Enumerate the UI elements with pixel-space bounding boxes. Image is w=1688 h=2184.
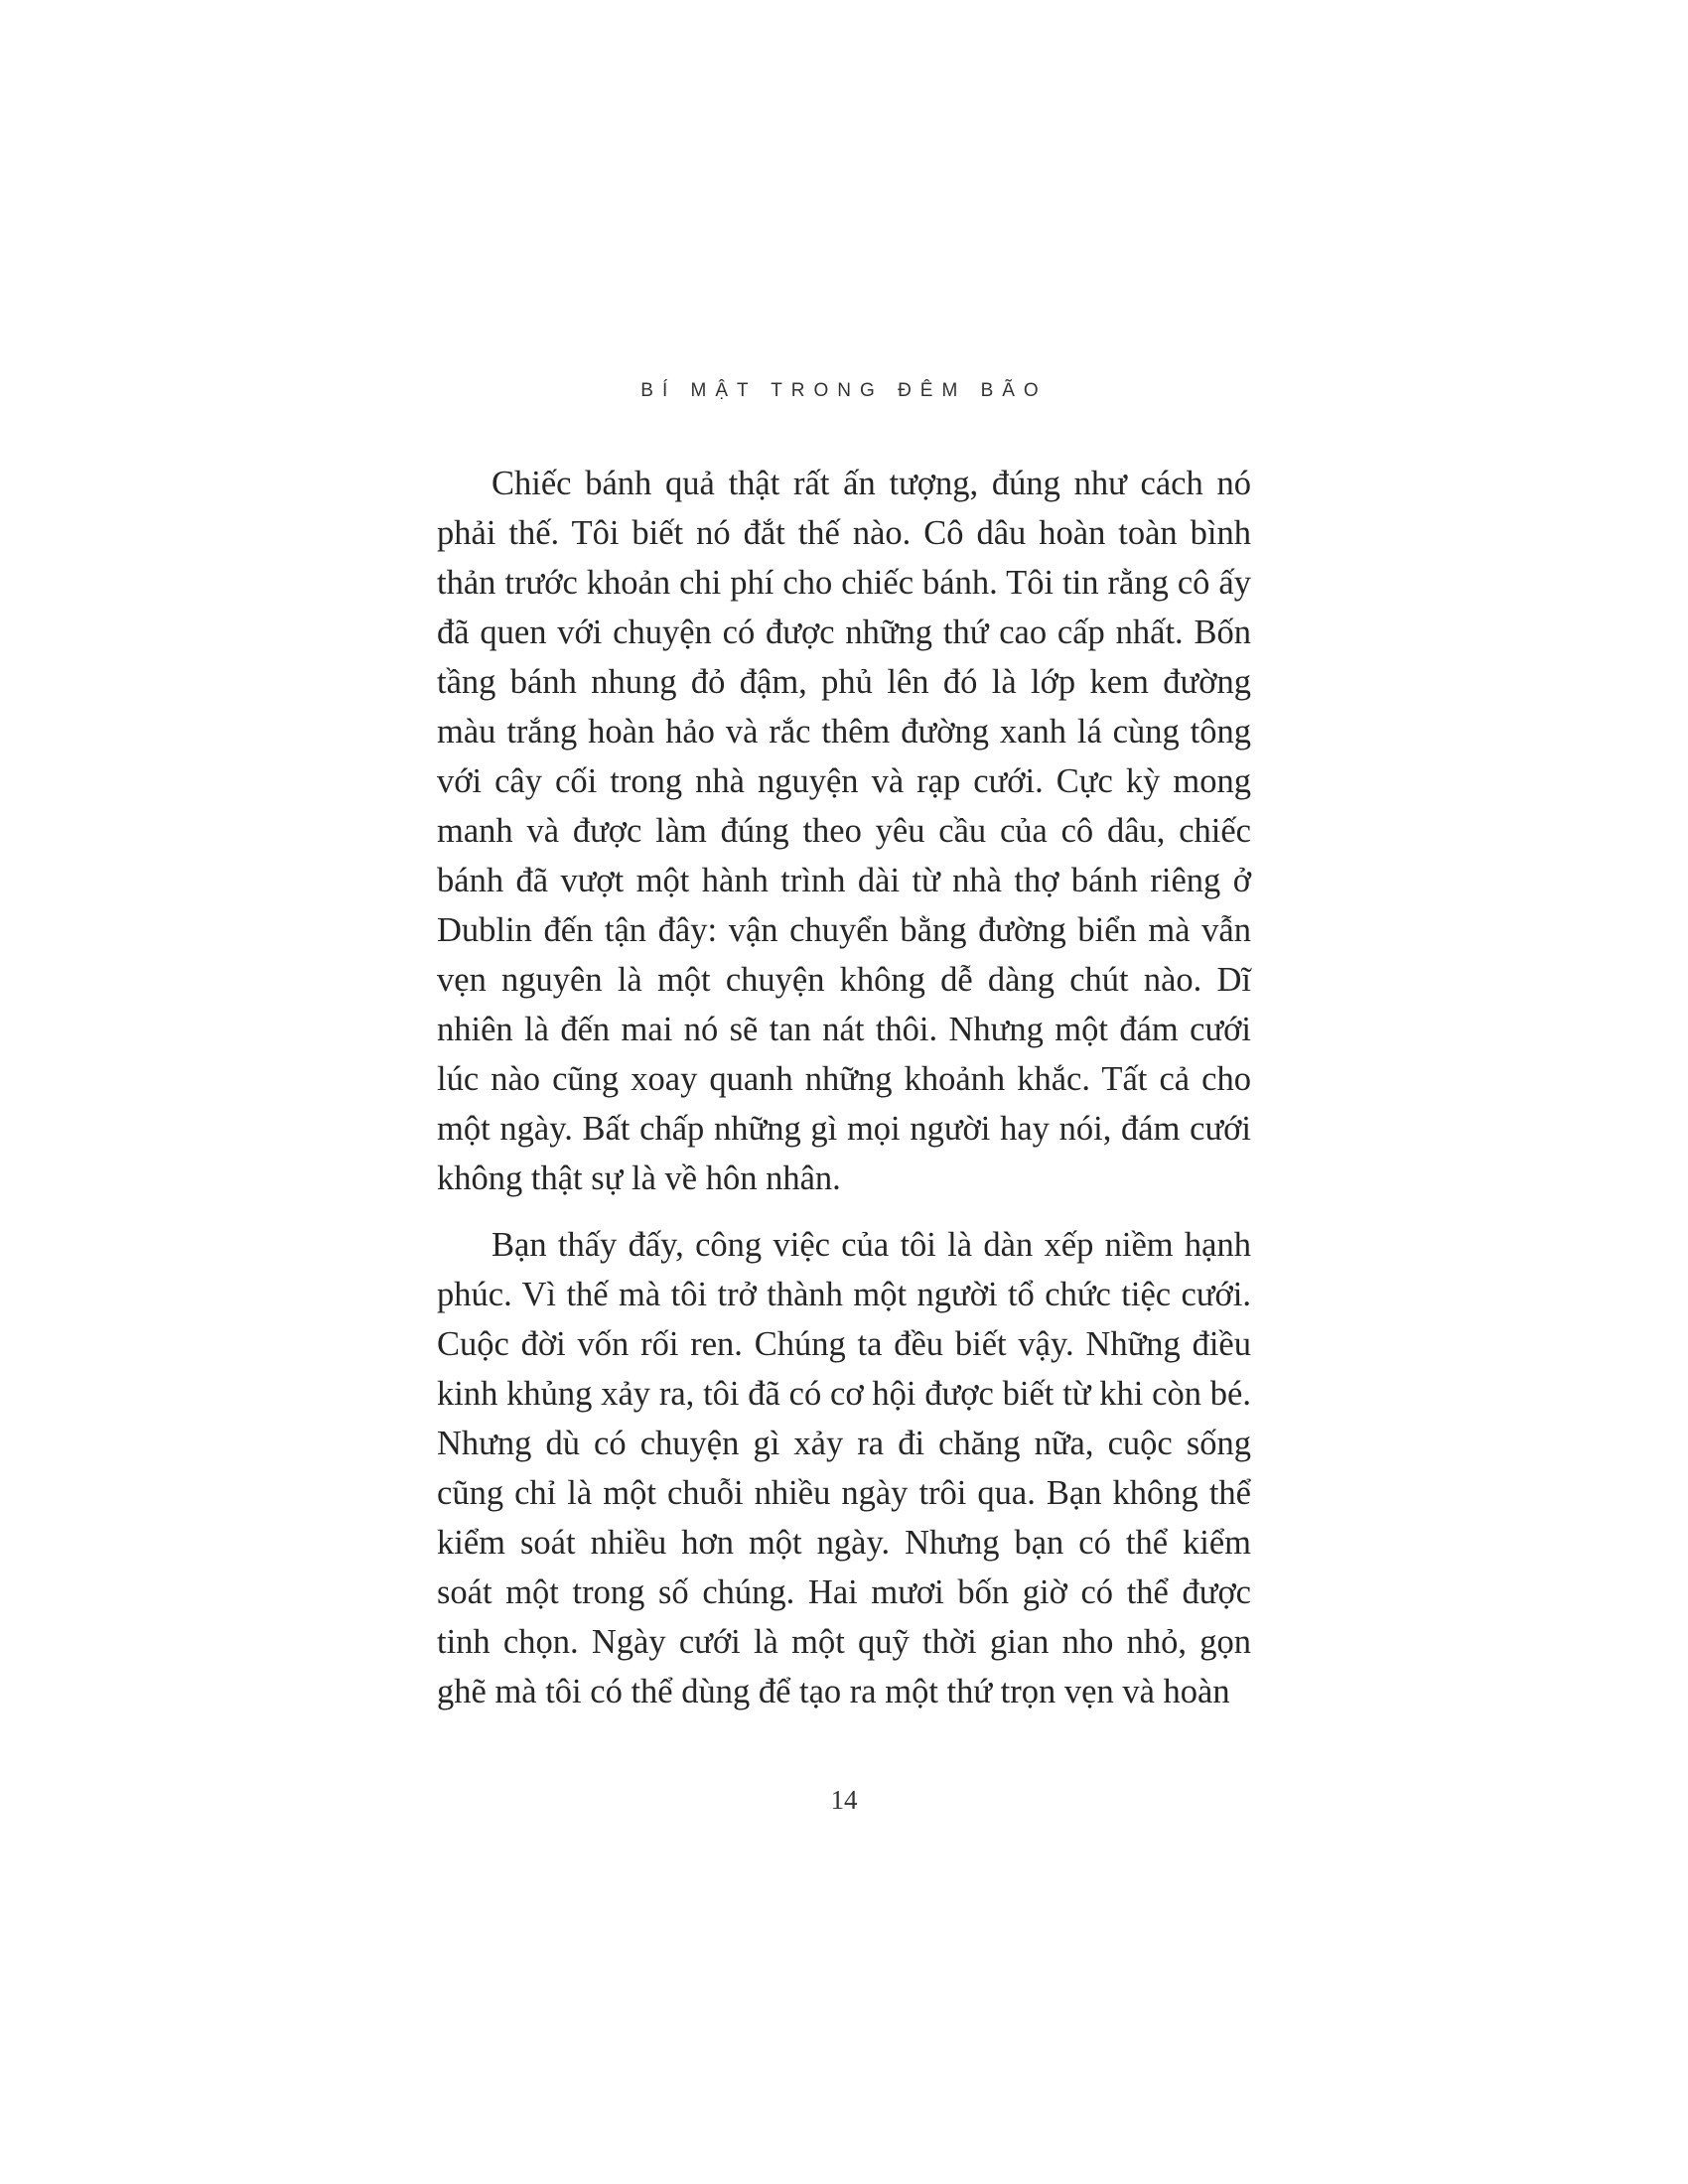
running-header: BÍ MẬT TRONG ĐÊM BÃO <box>640 380 1048 401</box>
body-text <box>437 459 1251 1716</box>
page-number: 14 <box>830 1785 858 1815</box>
paragraph: Chiếc bánh quả thật rất ấn tượng, đúng như cách nó phải thế. Tôi biết nó đắt thế nào. Cô dâu hoàn toàn bình thản trước khoản chi phí cho chiếc bánh. Tôi tin rằng cô ấy đã quen với chuyện có được những thứ cao cấp nhất. Bốn tầng bánh nhung đỏ đậm, phủ lên đó là lớp kem đường màu trắng hoàn hảo và rắc thêm đường xanh lá cùng tông với cây cối trong nhà nguyện và rạp cưới. Cực kỳ mong manh và được làm đúng theo yêu cầu của cô dâu, chiếc bánh đã vượt một hành trình dài từ nhà thợ bánh riêng ở Dublin đến tận đây: vận chuyển bằng đường biển mà vẫn vẹn nguyên là một chuyện không dễ dàng chút nào. Dĩ nhiên là đến mai nó sẽ tan nát thôi. Nhưng một đám cưới lúc nào cũng xoay quanh những khoảnh khắc. Tất cả cho một ngày. Bất chấp những gì mọi người hay nói, đám cưới không thật sự là về hôn nhân. <box>437 465 1251 1197</box>
paragraph: Bạn thấy đấy, công việc của tôi là dàn xếp niềm hạnh phúc. Vì thế mà tôi trở thành một người tổ chức tiệc cưới. Cuộc đời vốn rối ren. Chúng ta đều biết vậy. Những điều kinh khủng xảy ra, tôi đã có cơ hội được biết từ khi còn bé. Nhưng dù có chuyện gì xảy ra đi chăng nữa, cuộc sống cũng chỉ là một chuỗi nhiều ngày trôi qua. Bạn không thể kiểm soát nhiều hơn một ngày. Nhưng bạn có thể kiểm soát một trong số chúng. Hai mươi bốn giờ có thể được tinh chọn. Ngày cưới là một quỹ thời gian nho nhỏ, gọn ghẽ mà tôi có thể dùng để tạo ra một thứ trọn vẹn và hoàn <box>437 1226 1251 1710</box>
